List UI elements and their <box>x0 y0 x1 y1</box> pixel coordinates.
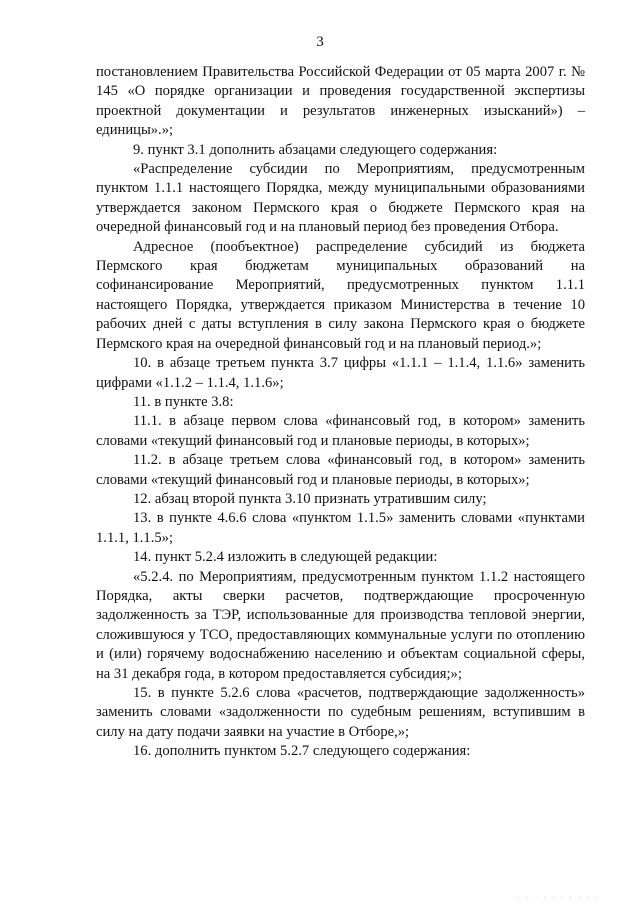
paragraph-address-distribution: Адресное (пообъектное) распределение субсидий из бюджета Пермского края бюджетам муниципальных образований на софинансирование Мероприятий, предусмотренных пунктом 1.1.1 настоящего Порядка, утверждается приказом Министерства в течение 10 рабочих дней с даты вступления в силу закона Пермского края о бюджете Пермского края на очередной финансовый год и на плановый период.»; <box>96 238 585 352</box>
paragraph-item-9: 9. пункт 3.1 дополнить абзацами следующего содержания: <box>133 141 498 158</box>
paragraph-item-14: 14. пункт 5.2.4 изложить в следующей редакции: <box>133 549 438 566</box>
paragraph-item-11-2: 11.2. в абзаце третьем слова «финансовый год, в котором» заменить словами «текущий финансовый год и плановые периоды, в которых»; <box>96 452 585 488</box>
paragraph-item-13: 13. в пункте 4.6.6 слова «пунктом 1.1.5» заменить словами «пунктами 1.1.1, 1.1.5»; <box>96 510 585 546</box>
paragraph-item-10: 10. в абзаце третьем пункта 3.7 цифры «1.1.1 – 1.1.4, 1.1.6» заменить цифрами «1.1.2 – 1.1.4, 1.1.6»; <box>96 355 585 391</box>
paragraph-item-16: 16. дополнить пунктом 5.2.7 следующего содержания: <box>133 743 471 760</box>
document-body <box>96 63 585 762</box>
paragraph-item-12: 12. абзац второй пункта 3.10 признать утратившим силу; <box>133 490 487 507</box>
paragraph-item-11: 11. в пункте 3.8: <box>133 393 234 410</box>
paragraph-quote-5-2-4: «5.2.4. по Мероприятиям, предусмотренным пунктом 1.1.2 настоящего Порядка, акты сверки расчетов, подтверждающие просроченную задолженность за ТЭР, использованные для производства тепловой энергии, сложившуюся у ТСО, предоставляющих коммунальные услуги по отоплению и (или) горячему водоснабжению населению и объектам социальной сферы, на 31 декабря года, в котором предоставляется субсидия;»; <box>96 568 585 682</box>
paragraph-quote-distribution: «Распределение субсидии по Мероприятиям, предусмотренным пунктом 1.1.1 настоящего Порядка, между муниципальными образованиями утверждается законом Пермского края о бюджете Пермского края на очередной финансовый год и на плановый период без проведения Отбора. <box>96 161 585 236</box>
paragraph-item-11-1: 11.1. в абзаце первом слова «финансовый год, в котором» заменить словами «текущий финансовый год и плановые периоды, в которых»; <box>96 413 585 449</box>
paragraph-continuation: постановлением Правительства Российской Федерации от 05 марта 2007 г. № 145 «О порядке организации и проведения государственной экспертизы проектной документации и результатов инженерных изысканий») – единицы».»; <box>96 64 585 139</box>
paragraph-item-15: 15. в пункте 5.2.6 слова «расчетов, подтверждающие задолженность» заменить словами «задолженности по судебным решениям, вступившим в силу на дату подачи заявки на участие в Отборе,»; <box>96 685 585 740</box>
scan-footer-mark: · · · · · · · · · · <box>517 894 600 903</box>
page-number: 3 <box>316 34 324 50</box>
